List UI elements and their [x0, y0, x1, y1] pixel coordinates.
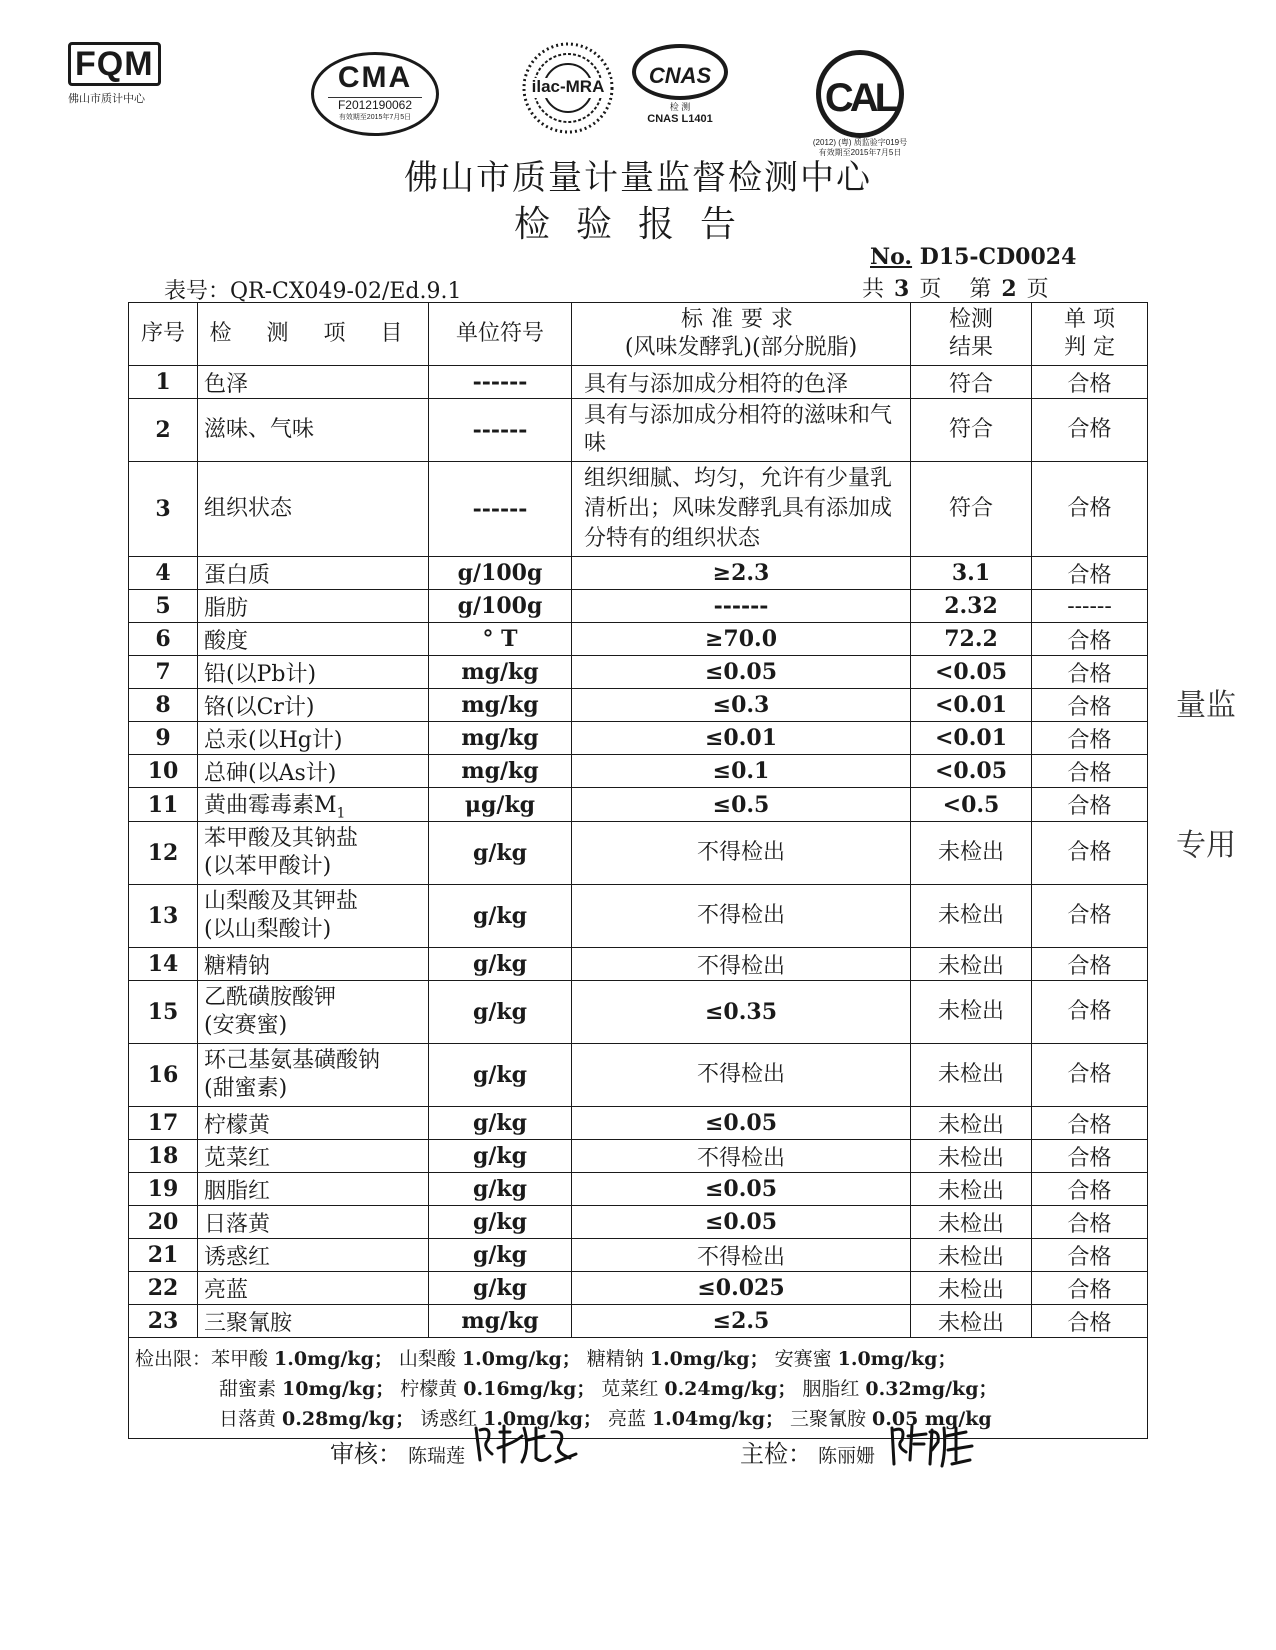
- row-item-name: 乙酰磺胺酸钾: [204, 985, 337, 1011]
- detection-limits-line: [135, 1404, 1141, 1434]
- row-standard: 不得检出: [572, 1044, 911, 1107]
- header-result: [911, 303, 1032, 366]
- detection-limit-value: 1.0mg/kg；: [274, 1348, 393, 1371]
- header-verdict: [1032, 303, 1148, 366]
- detection-limit-substance: 安赛蜜: [774, 1348, 832, 1371]
- row-item: [198, 689, 429, 722]
- row-verdict: 合格: [1032, 1044, 1148, 1107]
- page-total-post: 页: [919, 277, 942, 302]
- detection-limits-label: 检出限：: [135, 1348, 212, 1371]
- reviewer-label: 审核：: [330, 1440, 402, 1468]
- detection-limit-value: 0.05 mg/kg: [872, 1408, 992, 1431]
- row-unit: ------: [429, 462, 572, 557]
- row-verdict: 合格: [1032, 689, 1148, 722]
- row-item: [198, 1107, 429, 1140]
- header-unit: 单位符号: [429, 303, 572, 366]
- row-verdict: 合格: [1032, 462, 1148, 557]
- row-result: <0.01: [911, 722, 1032, 755]
- row-standard: 不得检出: [572, 822, 911, 885]
- row-result: 未检出: [911, 1044, 1032, 1107]
- row-unit: ------: [429, 366, 572, 399]
- row-number: 11: [129, 788, 198, 822]
- row-standard: ≤0.05: [572, 656, 911, 689]
- row-result: 未检出: [911, 1140, 1032, 1173]
- report-number: [870, 244, 1076, 270]
- fqm-caption: 佛山市质计中心: [68, 93, 145, 105]
- stamp-fragment-bottom: 专用: [1176, 828, 1236, 863]
- fqm-logo-mark: FQM: [68, 42, 161, 86]
- header-standard-line1: 标准要求: [680, 307, 801, 332]
- row-result: 未检出: [911, 1239, 1032, 1272]
- row-result: 未检出: [911, 981, 1032, 1044]
- detection-limits-line: [135, 1374, 1141, 1404]
- row-verdict: 合格: [1032, 1272, 1148, 1305]
- row-unit: ------: [429, 399, 572, 462]
- row-number: 9: [129, 722, 198, 755]
- row-unit: g/kg: [429, 1272, 572, 1305]
- table-row: [129, 788, 1148, 822]
- table-row: [129, 1272, 1148, 1305]
- row-standard: 不得检出: [572, 948, 911, 981]
- row-unit: g/kg: [429, 1107, 572, 1140]
- detection-limit-value: 1.04mg/kg；: [651, 1408, 785, 1431]
- row-item-name: 柠檬黄: [204, 1112, 271, 1138]
- row-item: [198, 1140, 429, 1173]
- row-unit: g/kg: [429, 1140, 572, 1173]
- row-verdict: 合格: [1032, 822, 1148, 885]
- row-number: 8: [129, 689, 198, 722]
- row-unit: g/kg: [429, 948, 572, 981]
- row-item-name: 糖精钠: [204, 953, 271, 979]
- row-standard: ≥70.0: [572, 623, 911, 656]
- detection-limits-line: [135, 1344, 1141, 1374]
- row-result: 3.1: [911, 557, 1032, 590]
- detection-limit-substance: 日落黄: [219, 1408, 277, 1431]
- row-item: [198, 822, 429, 885]
- row-verdict: 合格: [1032, 885, 1148, 948]
- form-number: [164, 274, 462, 305]
- row-unit: g/kg: [429, 822, 572, 885]
- row-item-name: 亮蓝: [204, 1277, 249, 1303]
- row-item-name: 环己基氨基磺酸钠: [204, 1048, 381, 1074]
- row-number: 4: [129, 557, 198, 590]
- row-item: [198, 981, 429, 1044]
- row-verdict: 合格: [1032, 557, 1148, 590]
- row-item: [198, 788, 429, 822]
- form-number-value: QR-CX049-02/Ed.9.1: [230, 279, 462, 304]
- row-item-name: 三聚氰胺: [204, 1310, 293, 1336]
- table-row: [129, 1044, 1148, 1107]
- detection-limit-substance: 苋菜红: [601, 1378, 659, 1401]
- detection-limit-value: 1.0mg/kg；: [649, 1348, 769, 1371]
- reviewer-name: 陈瑞莲: [408, 1445, 466, 1467]
- row-item-subscript: 1: [336, 805, 346, 822]
- row-number: 23: [129, 1305, 198, 1338]
- row-item: [198, 755, 429, 788]
- row-item-note: (安赛蜜): [204, 1013, 288, 1039]
- row-number: 10: [129, 755, 198, 788]
- detection-limit-value: 0.28mg/kg；: [282, 1408, 415, 1431]
- table-row: [129, 755, 1148, 788]
- row-standard: 不得检出: [572, 1239, 911, 1272]
- row-number: 20: [129, 1206, 198, 1239]
- row-unit: g/kg: [429, 1044, 572, 1107]
- table-header-row: [129, 303, 1148, 366]
- detection-limit-substance: 山梨酸: [398, 1348, 456, 1371]
- table-row: [129, 981, 1148, 1044]
- row-result: <0.01: [911, 689, 1032, 722]
- detection-limits-row: [129, 1338, 1148, 1439]
- row-standard: ≤0.05: [572, 1173, 911, 1206]
- row-verdict: 合格: [1032, 1173, 1148, 1206]
- detection-limit-substance: 甜蜜素: [219, 1378, 277, 1401]
- table-row: [129, 1173, 1148, 1206]
- row-result: 未检出: [911, 1107, 1032, 1140]
- detection-limit-value: 10mg/kg；: [282, 1378, 395, 1401]
- cal-logo: [808, 50, 912, 158]
- row-item-name: 铅(以Pb计): [204, 661, 317, 687]
- row-standard: ≤2.5: [572, 1305, 911, 1338]
- inspector-signature: [886, 1420, 976, 1476]
- row-unit: ° T: [429, 623, 572, 656]
- row-verdict: 合格: [1032, 981, 1148, 1044]
- doc-title: 检验报告: [513, 204, 762, 245]
- table-row: [129, 722, 1148, 755]
- row-unit: mg/kg: [429, 1305, 572, 1338]
- row-result: 2.32: [911, 590, 1032, 623]
- row-item-name: 铬(以Cr计): [204, 694, 315, 720]
- detection-limits: [129, 1338, 1148, 1439]
- report-number-prefix: No.: [870, 244, 913, 270]
- table-row: [129, 1107, 1148, 1140]
- row-result: 符合: [911, 366, 1032, 399]
- table-row: [129, 1140, 1148, 1173]
- row-unit: g/kg: [429, 1239, 572, 1272]
- row-item: [198, 590, 429, 623]
- row-unit: g/kg: [429, 1206, 572, 1239]
- detection-limit-substance: 三聚氰胺: [790, 1408, 867, 1431]
- cnas-mark: CNAS: [632, 44, 728, 100]
- cma-valid: 有效期至2015年7月5日: [338, 114, 412, 121]
- cnas-code: CNAS L1401: [647, 113, 713, 125]
- row-standard: ≤0.5: [572, 788, 911, 822]
- reviewer-signature-scribble: [470, 1418, 580, 1468]
- header-result-line2: 结果: [948, 335, 993, 360]
- row-standard: 具有与添加成分相符的色泽: [572, 366, 911, 399]
- row-item: [198, 462, 429, 557]
- row-item: [198, 623, 429, 656]
- row-item: [198, 1044, 429, 1107]
- detection-limit-value: 0.32mg/kg；: [865, 1378, 998, 1401]
- row-verdict: 合格: [1032, 1239, 1148, 1272]
- row-verdict: 合格: [1032, 722, 1148, 755]
- row-standard: 不得检出: [572, 1140, 911, 1173]
- row-result: 未检出: [911, 1272, 1032, 1305]
- header-verdict-line1: 单 项: [1064, 307, 1115, 332]
- page-current: 2: [1001, 276, 1017, 302]
- cnas-sub: 检 测: [669, 102, 691, 112]
- cma-code: F2012190062: [328, 97, 422, 112]
- row-item-name: 脂肪: [204, 595, 249, 621]
- row-item-name: 日落黄: [204, 1211, 271, 1237]
- detection-limit-substance: 糖精钠: [586, 1348, 644, 1371]
- row-item-name: 总砷(以As计): [204, 760, 337, 786]
- row-verdict: 合格: [1032, 1140, 1148, 1173]
- row-number: 7: [129, 656, 198, 689]
- row-standard: 不得检出: [572, 885, 911, 948]
- reviewer-signature-block: [330, 1434, 465, 1469]
- detection-limit-value: 0.16mg/kg；: [463, 1378, 596, 1401]
- row-item: [198, 1305, 429, 1338]
- table-row: [129, 689, 1148, 722]
- cal-mark: CAL: [816, 50, 904, 138]
- table-row: [129, 366, 1148, 399]
- row-verdict: 合格: [1032, 366, 1148, 399]
- results-table: [128, 302, 1148, 1439]
- table-row: [129, 1239, 1148, 1272]
- table-row: [129, 885, 1148, 948]
- row-number: 21: [129, 1239, 198, 1272]
- detection-limit-value: 1.0mg/kg；: [837, 1348, 957, 1371]
- detection-limit-value: 0.24mg/kg；: [664, 1378, 797, 1401]
- row-item: [198, 1206, 429, 1239]
- row-verdict: 合格: [1032, 755, 1148, 788]
- row-verdict: 合格: [1032, 1107, 1148, 1140]
- row-number: 13: [129, 885, 198, 948]
- row-number: 6: [129, 623, 198, 656]
- row-result: <0.5: [911, 788, 1032, 822]
- row-standard: ≥2.3: [572, 557, 911, 590]
- row-number: 5: [129, 590, 198, 623]
- page-info: [862, 272, 1049, 303]
- row-standard: ≤0.05: [572, 1107, 911, 1140]
- table-row: [129, 822, 1148, 885]
- row-verdict: 合格: [1032, 656, 1148, 689]
- row-standard: ≤0.35: [572, 981, 911, 1044]
- detection-limit-value: 1.0mg/kg；: [461, 1348, 581, 1371]
- row-item-name: 色泽: [204, 371, 249, 397]
- row-number: 3: [129, 462, 198, 557]
- row-unit: μg/kg: [429, 788, 572, 822]
- row-item: [198, 885, 429, 948]
- cal-note-2: 有效期至2015年7月5日: [818, 148, 902, 157]
- row-result: 符合: [911, 462, 1032, 557]
- row-unit: mg/kg: [429, 656, 572, 689]
- row-result: <0.05: [911, 656, 1032, 689]
- row-item: [198, 557, 429, 590]
- row-verdict: 合格: [1032, 1305, 1148, 1338]
- row-item: [198, 366, 429, 399]
- row-standard: ≤0.01: [572, 722, 911, 755]
- stamp-fragment-top: 量监: [1176, 688, 1236, 723]
- row-item-name: 胭脂红: [204, 1178, 271, 1204]
- detection-limit-substance: 柠檬黄: [400, 1378, 458, 1401]
- row-unit: g/100g: [429, 590, 572, 623]
- row-number: 22: [129, 1272, 198, 1305]
- row-result: 未检出: [911, 1305, 1032, 1338]
- table-row: [129, 590, 1148, 623]
- page-total: 3: [894, 276, 910, 302]
- detection-limit-substance: 苯甲酸: [211, 1348, 269, 1371]
- fqm-logo: [68, 42, 178, 106]
- table-row: [129, 557, 1148, 590]
- row-item-name: 总汞(以Hg计): [204, 727, 343, 753]
- form-number-label: 表号：: [164, 279, 231, 304]
- ilac-mra-text: ilac-MRA: [531, 77, 605, 96]
- header-verdict-line2: 判 定: [1064, 335, 1115, 360]
- inspector-name: 陈丽姗: [818, 1445, 876, 1467]
- row-verdict: 合格: [1032, 788, 1148, 822]
- row-unit: g/kg: [429, 981, 572, 1044]
- row-unit: g/100g: [429, 557, 572, 590]
- row-standard: ------: [572, 590, 911, 623]
- cal-note-1: (2012) (粤) 质监验字019号: [812, 138, 908, 147]
- ilac-mra-logo: [520, 40, 616, 136]
- page-total-pre: 共: [862, 277, 885, 302]
- row-number: 12: [129, 822, 198, 885]
- header-no: 序号: [129, 303, 198, 366]
- row-result: 未检出: [911, 948, 1032, 981]
- row-item: [198, 1173, 429, 1206]
- row-item-name: 黄曲霉毒素M: [204, 793, 337, 818]
- row-number: 2: [129, 399, 198, 462]
- cnas-logo: [630, 44, 730, 140]
- table-row: [129, 623, 1148, 656]
- row-number: 16: [129, 1044, 198, 1107]
- row-unit: mg/kg: [429, 755, 572, 788]
- row-unit: g/kg: [429, 885, 572, 948]
- row-item-name: 蛋白质: [204, 562, 271, 588]
- row-standard: ≤0.3: [572, 689, 911, 722]
- cma-mark: CMA: [337, 61, 413, 94]
- row-standard: 组织细腻、均匀，允许有少量乳清析出；风味发酵乳具有添加成分特有的组织状态: [572, 462, 911, 557]
- header-item: 检 测 项 目: [198, 303, 429, 366]
- row-standard: ≤0.05: [572, 1206, 911, 1239]
- row-standard: ≤0.025: [572, 1272, 911, 1305]
- row-item: [198, 1272, 429, 1305]
- report-number-value: D15-CD0024: [919, 244, 1077, 270]
- header-result-line1: 检测: [948, 307, 993, 332]
- row-standard: 具有与添加成分相符的滋味和气味: [572, 399, 911, 462]
- row-item-name: 诱惑红: [204, 1244, 271, 1270]
- row-result: 未检出: [911, 822, 1032, 885]
- table-row: [129, 948, 1148, 981]
- row-unit: mg/kg: [429, 722, 572, 755]
- detection-limit-substance: 诱惑红: [420, 1408, 478, 1431]
- inspector-signature-block: [740, 1434, 875, 1469]
- cma-logo: [311, 52, 439, 136]
- row-standard: ≤0.1: [572, 755, 911, 788]
- table-row: [129, 462, 1148, 557]
- detection-limit-value: 1.0mg/kg；: [483, 1408, 602, 1431]
- row-item-name: 苋菜红: [204, 1145, 271, 1171]
- row-number: 17: [129, 1107, 198, 1140]
- header-standard-line2: (风味发酵乳)(部分脱脂): [624, 335, 858, 360]
- row-item-note: (甜蜜素): [204, 1076, 288, 1102]
- row-result: 未检出: [911, 1206, 1032, 1239]
- inspector-signature-scribble: [886, 1420, 976, 1472]
- row-item-name: 组织状态: [204, 496, 293, 521]
- row-verdict: 合格: [1032, 623, 1148, 656]
- row-item: [198, 1239, 429, 1272]
- row-result: 72.2: [911, 623, 1032, 656]
- row-result: 未检出: [911, 885, 1032, 948]
- row-result: <0.05: [911, 755, 1032, 788]
- row-number: 1: [129, 366, 198, 399]
- row-item: [198, 948, 429, 981]
- row-item-name: 滋味、气味: [204, 417, 315, 442]
- detection-limit-substance: 亮蓝: [607, 1408, 646, 1431]
- table-row: [129, 1305, 1148, 1338]
- inspector-label: 主检：: [740, 1440, 812, 1468]
- row-result: 符合: [911, 399, 1032, 462]
- row-number: 18: [129, 1140, 198, 1173]
- row-unit: g/kg: [429, 1173, 572, 1206]
- page-current-pre: 第: [969, 277, 992, 302]
- row-item: [198, 399, 429, 462]
- row-number: 14: [129, 948, 198, 981]
- row-item: [198, 722, 429, 755]
- row-result: 未检出: [911, 1173, 1032, 1206]
- page-current-post: 页: [1026, 277, 1049, 302]
- row-number: 19: [129, 1173, 198, 1206]
- row-number: 15: [129, 981, 198, 1044]
- header-standard: [572, 303, 911, 366]
- row-verdict: 合格: [1032, 1206, 1148, 1239]
- row-item-name: 酸度: [204, 628, 249, 654]
- row-item: [198, 656, 429, 689]
- row-unit: mg/kg: [429, 689, 572, 722]
- table-row: [129, 656, 1148, 689]
- detection-limit-substance: 胭脂红: [802, 1378, 860, 1401]
- row-item-name: 苯甲酸及其钠盐: [204, 826, 359, 852]
- org-title: 佛山市质量计量监督检测中心: [404, 158, 872, 198]
- row-item-name: 山梨酸及其钾盐: [204, 889, 359, 915]
- table-row: [129, 399, 1148, 462]
- table-row: [129, 1206, 1148, 1239]
- row-verdict: 合格: [1032, 399, 1148, 462]
- row-item-note: (以山梨酸计): [204, 917, 332, 943]
- row-verdict: 合格: [1032, 948, 1148, 981]
- row-verdict: ------: [1032, 590, 1148, 623]
- reviewer-signature: [470, 1418, 580, 1472]
- row-item-note: (以苯甲酸计): [204, 854, 332, 880]
